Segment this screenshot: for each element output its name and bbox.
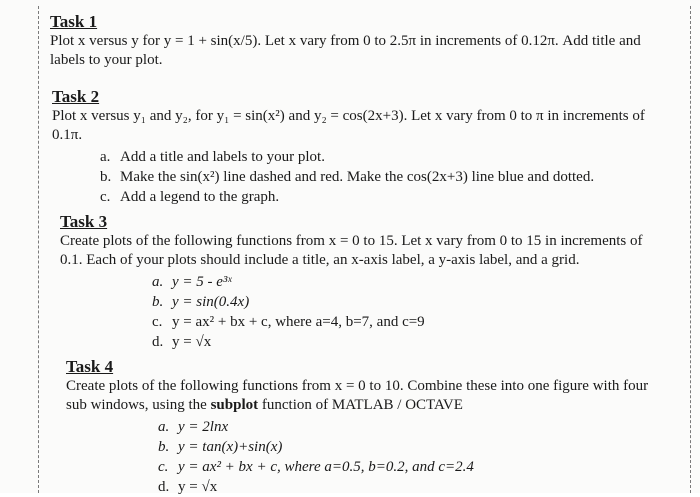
list-item-text: y = ax² + bx + c, where a=0.5, b=0.2, and c=2.4 — [178, 459, 474, 475]
task-4-section — [66, 358, 686, 497]
list-item-label: b. — [100, 169, 112, 185]
list-item-label: a. — [158, 419, 170, 435]
task-4-title: Task 4 — [66, 357, 114, 376]
list-item-label: c. — [158, 459, 169, 475]
task-2-desc-line-2: 0.1π. — [52, 127, 83, 143]
list-item — [100, 167, 682, 187]
list-item — [152, 312, 686, 332]
list-item — [158, 457, 686, 477]
list-item-text: y = ax² + bx + c, where a=4, b=7, and c=9 — [172, 314, 425, 330]
left-dashed-border — [38, 6, 39, 493]
task-2-list — [100, 147, 682, 207]
task-1-description — [50, 32, 680, 70]
task-4-desc-bold: subplot — [210, 397, 259, 413]
list-item-label: b. — [158, 439, 170, 455]
list-item-label: d. — [158, 479, 170, 495]
list-item-label: c. — [152, 314, 163, 330]
task-3-desc-line-1: Create plots of the following functions from x = 0 to 15. Let x vary from 0 to 15 in increments of — [60, 233, 643, 249]
task-3-list — [152, 272, 686, 352]
list-item — [100, 147, 682, 167]
task-2-title: Task 2 — [52, 87, 100, 106]
task-4-desc-line-1: Create plots of the following functions from x = 0 to 10. Combine these into one figure with four — [66, 378, 649, 394]
list-item-text: y = 5 - e³ˣ — [172, 274, 232, 290]
list-item — [152, 272, 686, 292]
task-4-desc-prefix: sub windows, using the — [66, 397, 211, 413]
task-1-title: Task 1 — [50, 12, 98, 31]
list-item-text: y = sin(0.4x) — [172, 294, 250, 310]
list-item-label: c. — [100, 189, 111, 205]
task-4-list — [158, 417, 686, 497]
task-1-desc-line-2: labels to your plot. — [50, 52, 163, 68]
list-item-text: Add a legend to the graph. — [120, 189, 280, 205]
list-item-label: d. — [152, 334, 164, 350]
list-item-text: y = tan(x)+sin(x) — [178, 439, 283, 455]
list-item — [158, 437, 686, 457]
task-4-description — [66, 377, 686, 415]
list-item-text: Add a title and labels to your plot. — [120, 149, 325, 165]
list-item — [158, 477, 686, 497]
list-item-text: y = 2lnx — [178, 419, 229, 435]
task-4-desc-suffix: function of MATLAB / OCTAVE — [258, 397, 463, 413]
task-2-section — [52, 88, 682, 207]
list-item-text: y = √x — [178, 479, 218, 495]
list-item-label: b. — [152, 294, 164, 310]
right-dashed-border — [690, 6, 691, 493]
list-item-text: y = √x — [172, 334, 212, 350]
list-item — [158, 417, 686, 437]
list-item-label: a. — [100, 149, 111, 165]
list-item-label: a. — [152, 274, 164, 290]
task-3-section — [60, 213, 686, 352]
list-item — [152, 292, 686, 312]
task-1-section — [50, 13, 680, 70]
task-2-description — [52, 107, 682, 145]
task-3-desc-line-2: 0.1. Each of your plots should include a title, an x-axis label, a y-axis label, and a grid. — [60, 252, 580, 268]
list-item — [100, 187, 682, 207]
task-4-desc-line-2 — [66, 396, 686, 415]
list-item — [152, 332, 686, 352]
list-item-text: Make the sin(x²) line dashed and red. Make the cos(2x+3) line blue and dotted. — [120, 169, 595, 185]
task-3-description — [60, 232, 686, 270]
task-2-desc-line-1: Plot x versus y₁ and y₂, for y₁ = sin(x²) and y₂ = cos(2x+3). Let x vary from 0 to π in increments of — [52, 108, 645, 124]
task-1-desc-line-1: Plot x versus y for y = 1 + sin(x/5). Let x vary from 0 to 2.5π in increments of 0.12π. Add title and — [50, 33, 641, 49]
task-3-title: Task 3 — [60, 212, 108, 231]
